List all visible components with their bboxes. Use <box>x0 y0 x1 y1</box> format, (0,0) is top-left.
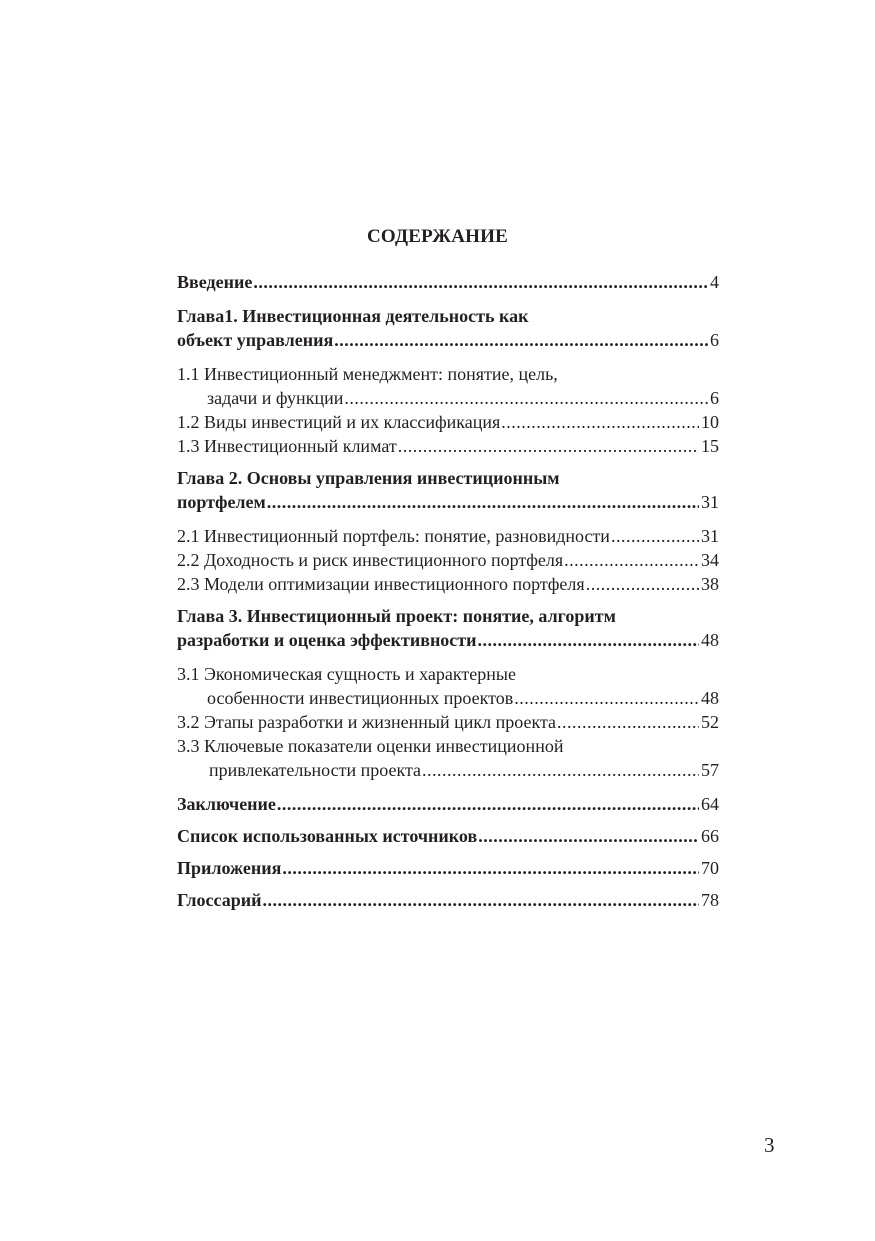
toc-entry-page: 4 <box>710 272 719 292</box>
toc-entry-label-line2: особенности инвестиционных проектов <box>207 688 514 708</box>
page-number: 3 <box>764 1133 775 1157</box>
toc-dot-leader <box>282 856 699 880</box>
toc-entry-label-line1: Глава 3. Инвестиционный проект: понятие, алгоритм <box>177 606 616 626</box>
toc-entry-page: 64 <box>701 794 719 814</box>
toc-dot-leader <box>557 710 699 734</box>
toc-entry-page: 52 <box>701 712 719 732</box>
toc-entry-label-line2: разработки и оценка эффективности <box>177 630 477 650</box>
toc-entry-page: 38 <box>701 574 719 594</box>
toc-dot-leader <box>277 792 699 816</box>
toc-entry-label-line1: Глава1. Инвестиционная деятельность как <box>177 306 529 326</box>
toc-entry-chapter-1[interactable] <box>177 304 719 352</box>
toc-entry-page: 48 <box>701 630 719 650</box>
toc-entry-section-1-1[interactable] <box>177 362 719 410</box>
toc-entry-page: 31 <box>701 526 719 546</box>
toc-entry-page: 78 <box>701 890 719 910</box>
toc-entry-conclusion[interactable] <box>177 792 719 816</box>
toc-entry-label-line2: привлекательности проекта <box>209 760 422 780</box>
toc-entry-section-3-1[interactable] <box>177 662 719 710</box>
toc-entry-appendices[interactable] <box>177 856 719 880</box>
toc-entry-label: Заключение <box>177 794 276 814</box>
toc-dot-leader <box>262 888 699 912</box>
toc-entry-label-line1: Глава 2. Основы управления инвестиционным <box>177 468 560 488</box>
page-title: СОДЕРЖАНИЕ <box>367 226 508 247</box>
toc-entry-page: 10 <box>701 412 719 432</box>
toc-entry-section-2-3[interactable] <box>177 572 719 596</box>
toc-entry-label-line2: задачи и функции <box>207 388 344 408</box>
toc-entry-label: 2.1 Инвестиционный портфель: понятие, разновидности <box>177 526 610 546</box>
toc-entry-label-line1: 1.1 Инвестиционный менеджмент: понятие, цель, <box>177 364 558 384</box>
toc-entry-sources[interactable] <box>177 824 719 848</box>
toc-entry-section-2-1[interactable] <box>177 524 719 548</box>
toc-entry-page: 15 <box>701 436 719 456</box>
toc-dot-leader <box>253 270 708 294</box>
toc-entry-page: 57 <box>701 760 719 780</box>
toc-dot-leader <box>501 410 699 434</box>
toc-entry-page: 31 <box>701 492 719 512</box>
toc-dot-leader <box>334 328 708 352</box>
toc-entry-label: 1.3 Инвестиционный климат <box>177 436 397 456</box>
toc-dot-leader <box>564 548 699 572</box>
table-of-contents <box>177 270 719 912</box>
toc-dot-leader <box>344 386 708 410</box>
toc-entry-chapter-3[interactable] <box>177 604 719 652</box>
toc-entry-page: 6 <box>710 388 719 408</box>
toc-dot-leader <box>478 628 699 652</box>
toc-entry-label-line2: объект управления <box>177 330 334 350</box>
toc-entry-section-1-3[interactable] <box>177 434 719 458</box>
toc-entry-section-1-2[interactable] <box>177 410 719 434</box>
toc-entry-page: 34 <box>701 550 719 570</box>
toc-entry-label: 2.2 Доходность и риск инвестиционного портфеля <box>177 550 564 570</box>
toc-entry-chapter-2[interactable] <box>177 466 719 514</box>
toc-dot-leader <box>478 824 699 848</box>
toc-entry-label-line1: 3.3 Ключевые показатели оценки инвестиционной <box>177 736 564 756</box>
toc-entry-label: 2.3 Модели оптимизации инвестиционного портфеля <box>177 574 585 594</box>
toc-dot-leader <box>514 686 699 710</box>
toc-entry-label-line2: портфелем <box>177 492 266 512</box>
toc-entry-page: 6 <box>710 330 719 350</box>
toc-entry-page: 48 <box>701 688 719 708</box>
toc-entry-label: Глоссарий <box>177 890 262 910</box>
toc-dot-leader <box>398 434 699 458</box>
toc-entry-label: 1.2 Виды инвестиций и их классификация <box>177 412 501 432</box>
toc-dot-leader <box>611 524 699 548</box>
toc-entry-label: Приложения <box>177 858 282 878</box>
toc-entry-label: Список использованных источников <box>177 826 478 846</box>
toc-entry-glossary[interactable] <box>177 888 719 912</box>
toc-entry-intro[interactable] <box>177 270 719 294</box>
toc-dot-leader <box>422 758 699 782</box>
toc-entry-section-3-3[interactable] <box>177 734 719 782</box>
toc-entry-page: 70 <box>701 858 719 878</box>
toc-entry-section-3-2[interactable] <box>177 710 719 734</box>
toc-dot-leader <box>586 572 699 596</box>
toc-entry-label: 3.2 Этапы разработки и жизненный цикл проекта <box>177 712 557 732</box>
toc-entry-label-line1: 3.1 Экономическая сущность и характерные <box>177 664 516 684</box>
toc-dot-leader <box>267 490 699 514</box>
toc-entry-page: 66 <box>701 826 719 846</box>
toc-entry-label: Введение <box>177 272 253 292</box>
toc-entry-section-2-2[interactable] <box>177 548 719 572</box>
